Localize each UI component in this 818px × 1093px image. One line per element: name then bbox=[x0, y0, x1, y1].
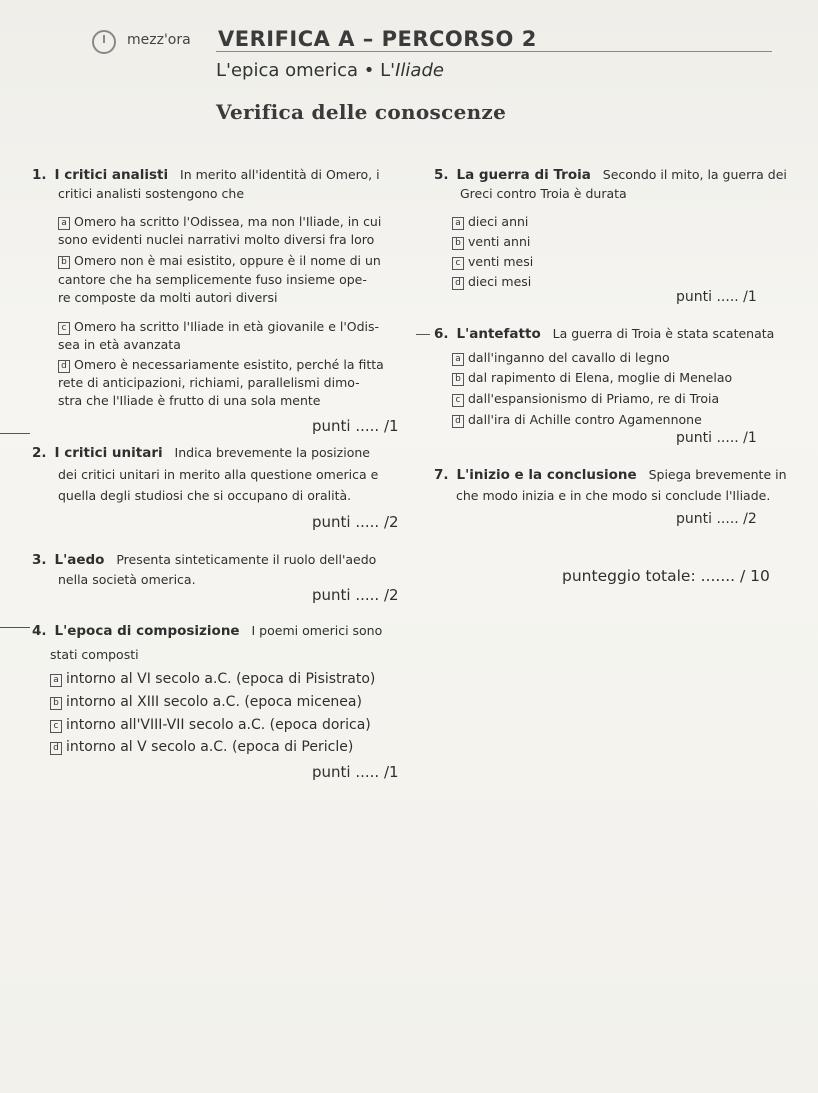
q6-option-a[interactable]: a dall'inganno del cavallo di legno bbox=[452, 350, 670, 366]
question-5-line-1: 5. La guerra di Troia Secondo il mito, la guerra dei bbox=[434, 167, 787, 183]
q1-option-c-cont: sea in età avanzata bbox=[58, 337, 181, 352]
question-2-line-3: quella degli studiosi che si occupano di oralità. bbox=[58, 488, 352, 503]
checkbox-d[interactable]: d bbox=[452, 415, 464, 428]
question-4-line-1: 4. L'epoca di composizione I poemi omerici sono bbox=[32, 623, 383, 639]
clock-icon bbox=[92, 30, 116, 54]
checkbox-a[interactable]: a bbox=[58, 217, 70, 230]
checkbox-d[interactable]: d bbox=[58, 360, 70, 373]
q4-option-d[interactable]: d intorno al V secolo a.C. (epoca di Pericle) bbox=[50, 739, 353, 755]
total-score: punteggio totale: ....... / 10 bbox=[562, 567, 770, 585]
q5-score: punti ..... /1 bbox=[676, 289, 757, 305]
q1-option-a[interactable]: a Omero ha scritto l'Odissea, ma non l'Iliade, in cui bbox=[58, 214, 381, 230]
checkbox-c[interactable]: c bbox=[58, 322, 70, 335]
q7-score: punti ..... /2 bbox=[676, 511, 757, 527]
page-title: VERIFICA A – PERCORSO 2 bbox=[218, 27, 537, 51]
q5-option-a[interactable]: a dieci anni bbox=[452, 214, 528, 230]
question-3-line-2: nella società omerica. bbox=[58, 572, 196, 587]
q5-option-d[interactable]: d dieci mesi bbox=[452, 274, 531, 290]
question-6-line-1: 6. L'antefatto La guerra di Troia è stata scatenata bbox=[434, 326, 775, 342]
checkbox-b[interactable]: b bbox=[452, 373, 464, 386]
question-2-line-2: dei critici unitari in merito alla questione omerica e bbox=[58, 467, 379, 482]
margin-mark bbox=[0, 433, 30, 434]
checkbox-b[interactable]: b bbox=[50, 697, 62, 710]
margin-mark-3 bbox=[416, 334, 430, 335]
q1-option-b-cont-1: cantore che ha semplicemente fuso insieme ope- bbox=[58, 272, 367, 287]
section-title: Verifica delle conoscenze bbox=[216, 100, 507, 124]
checkbox-a[interactable]: a bbox=[452, 217, 464, 230]
q1-option-b-cont-2: re composte da molti autori diversi bbox=[58, 290, 278, 305]
q6-score: punti ..... /1 bbox=[676, 430, 757, 446]
q1-score: punti ..... /1 bbox=[312, 417, 399, 435]
time-label: mezz'ora bbox=[127, 32, 191, 48]
question-4-line-2: stati composti bbox=[50, 647, 139, 662]
q6-option-c[interactable]: c dall'espansionismo di Priamo, re di Troia bbox=[452, 391, 719, 407]
checkbox-d[interactable]: d bbox=[452, 277, 464, 290]
checkbox-c[interactable]: c bbox=[452, 257, 464, 270]
q1-option-b[interactable]: b Omero non è mai esistito, oppure è il nome di un bbox=[58, 253, 381, 269]
checkbox-a[interactable]: a bbox=[50, 674, 62, 687]
question-7-line-2: che modo inizia e in che modo si conclude l'Iliade. bbox=[456, 488, 771, 503]
q4-score: punti ..... /1 bbox=[312, 763, 399, 781]
q3-score: punti ..... /2 bbox=[312, 586, 399, 604]
checkbox-c[interactable]: c bbox=[50, 720, 62, 733]
question-1-line-1: 1. I critici analisti In merito all'identità di Omero, i bbox=[32, 167, 380, 183]
q1-option-d-cont-1: rete di anticipazioni, richiami, parallelismi dimo- bbox=[58, 375, 360, 390]
q5-option-b[interactable]: b venti anni bbox=[452, 234, 530, 250]
q5-option-c[interactable]: c venti mesi bbox=[452, 254, 533, 270]
q1-option-d-cont-2: stra che l'Iliade è frutto di una sola mente bbox=[58, 393, 321, 408]
question-1-line-2: critici analisti sostengono che bbox=[58, 186, 245, 201]
q1-option-a-cont: sono evidenti nuclei narrativi molto diversi fra loro bbox=[58, 232, 375, 247]
checkbox-b[interactable]: b bbox=[452, 237, 464, 250]
q1-option-d[interactable]: d Omero è necessariamente esistito, perché la fitta bbox=[58, 357, 384, 373]
question-3-line-1: 3. L'aedo Presenta sinteticamente il ruolo dell'aedo bbox=[32, 552, 377, 568]
q6-option-b[interactable]: b dal rapimento di Elena, moglie di Menelao bbox=[452, 370, 732, 386]
q1-option-c[interactable]: c Omero ha scritto l'Iliade in età giovanile e l'Odis- bbox=[58, 319, 379, 335]
question-7-line-1: 7. L'inizio e la conclusione Spiega brevemente in bbox=[434, 467, 787, 483]
q6-option-d[interactable]: d dall'ira di Achille contro Agamennone bbox=[452, 412, 702, 428]
checkbox-b[interactable]: b bbox=[58, 256, 70, 269]
page-subtitle: L'epica omerica • L'Iliade bbox=[216, 60, 444, 81]
checkbox-d[interactable]: d bbox=[50, 742, 62, 755]
question-5-line-2: Greci contro Troia è durata bbox=[460, 186, 627, 201]
q4-option-a[interactable]: a intorno al VI secolo a.C. (epoca di Pisistrato) bbox=[50, 671, 375, 687]
q4-option-b[interactable]: b intorno al XIII secolo a.C. (epoca micenea) bbox=[50, 694, 362, 710]
q4-option-c[interactable]: c intorno all'VIII-VII secolo a.C. (epoca dorica) bbox=[50, 717, 371, 733]
margin-mark-2 bbox=[0, 627, 30, 628]
title-divider bbox=[216, 51, 772, 52]
question-2-line-1: 2. I critici unitari Indica brevemente la posizione bbox=[32, 445, 370, 461]
q2-score: punti ..... /2 bbox=[312, 513, 399, 531]
checkbox-c[interactable]: c bbox=[452, 394, 464, 407]
checkbox-a[interactable]: a bbox=[452, 353, 464, 366]
